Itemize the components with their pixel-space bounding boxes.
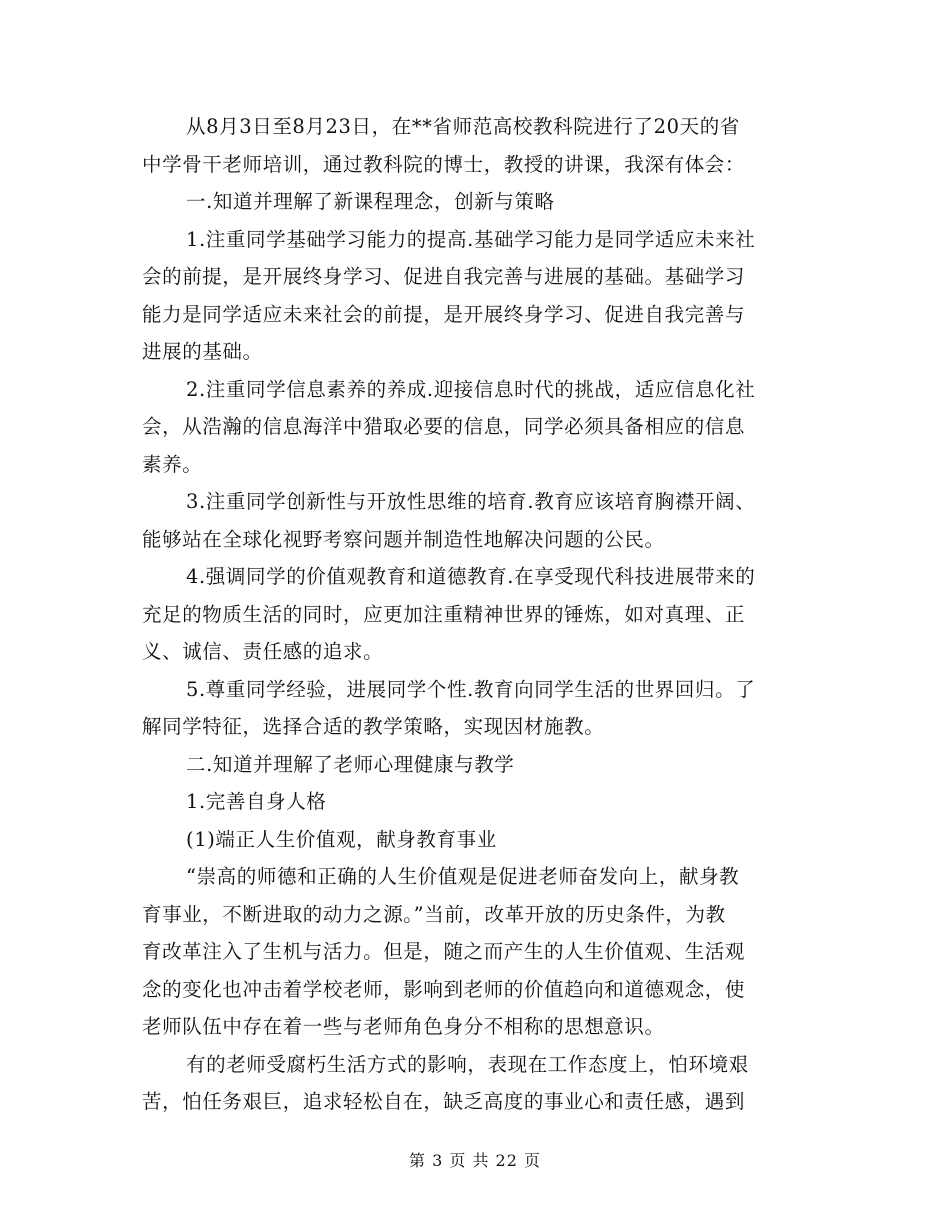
- text-line: 解同学特征，选择合适的教学策略，实现因材施教。: [142, 715, 605, 738]
- text-line: 会的前提，是开展终身学习、促进自我完善与进展的基础。基础学习: [142, 265, 746, 288]
- text-line: 1.注重同学基础学习能力的提高.基础学习能力是同学适应未来社: [186, 227, 756, 251]
- text-line: 念的变化也冲击着学校老师，影响到老师的价值趋向和道德观念，使: [142, 977, 746, 1001]
- text-line: 能够站在全球化视野考察问题并制造性地解决问题的公民。: [142, 527, 665, 551]
- text-line: 素养。: [142, 452, 203, 476]
- text-line: 苦，怕任务艰巨，追求轻松自在，缺乏高度的事业心和责任感，遇到: [142, 1090, 746, 1113]
- text-line: 从8月3日至8月23日，在**省师范高校教科院进行了20天的省: [186, 115, 740, 138]
- text-line: 充足的物质生活的同时，应更加注重精神世界的锤炼，如对真理、正: [142, 602, 746, 626]
- document-body: [142, 108, 812, 1121]
- text-line: 义、诚信、责任感的追求。: [142, 640, 384, 663]
- text-line: 2.注重同学信息素养的养成.迎接信息时代的挑战，适应信息化社: [186, 377, 756, 401]
- page-footer: 第 3 页 共 22 页: [409, 1151, 541, 1170]
- text-line: 5.尊重同学经验，进展同学个性.教育向同学生活的世界回归。了: [186, 677, 756, 701]
- text-line: (1)端正人生价值观，献身教育事业: [186, 827, 497, 851]
- text-line: 育事业，不断进取的动力之源。”当前，改革开放的历史条件，为教: [142, 902, 726, 926]
- text-line: 一.知道并理解了新课程理念，创新与策略: [186, 190, 555, 213]
- text-line: 3.注重同学创新性与开放性思维的培育.教育应该培育胸襟开阔、: [186, 490, 756, 513]
- text-line: 有的老师受腐朽生活方式的影响，表现在工作态度上，怕环境艰: [186, 1052, 749, 1076]
- text-line: 育改革注入了生机与活力。但是，随之而产生的人生价值观、生活观: [142, 940, 746, 963]
- text-line: “崇高的师德和正确的人生价值观是促进老师奋发向上，献身教: [186, 865, 740, 888]
- text-line: 老师队伍中存在着一些与老师角色身分不相称的思想意识。: [142, 1015, 665, 1038]
- text-line: 中学骨干老师培训，通过教科院的博士，教授的讲课，我深有体会：: [142, 152, 746, 176]
- text-line: 进展的基础。: [142, 340, 263, 363]
- text-line: 4.强调同学的价值观教育和道德教育.在享受现代科技进展带来的: [186, 565, 756, 588]
- text-line: 1.完善自身人格: [186, 790, 327, 813]
- text-line: 会，从浩瀚的信息海洋中猎取必要的信息，同学必须具备相应的信息: [142, 415, 746, 438]
- text-line: 能力是同学适应未来社会的前提，是开展终身学习、促进自我完善与: [142, 302, 746, 326]
- text-line: 二.知道并理解了老师心理健康与教学: [186, 752, 515, 776]
